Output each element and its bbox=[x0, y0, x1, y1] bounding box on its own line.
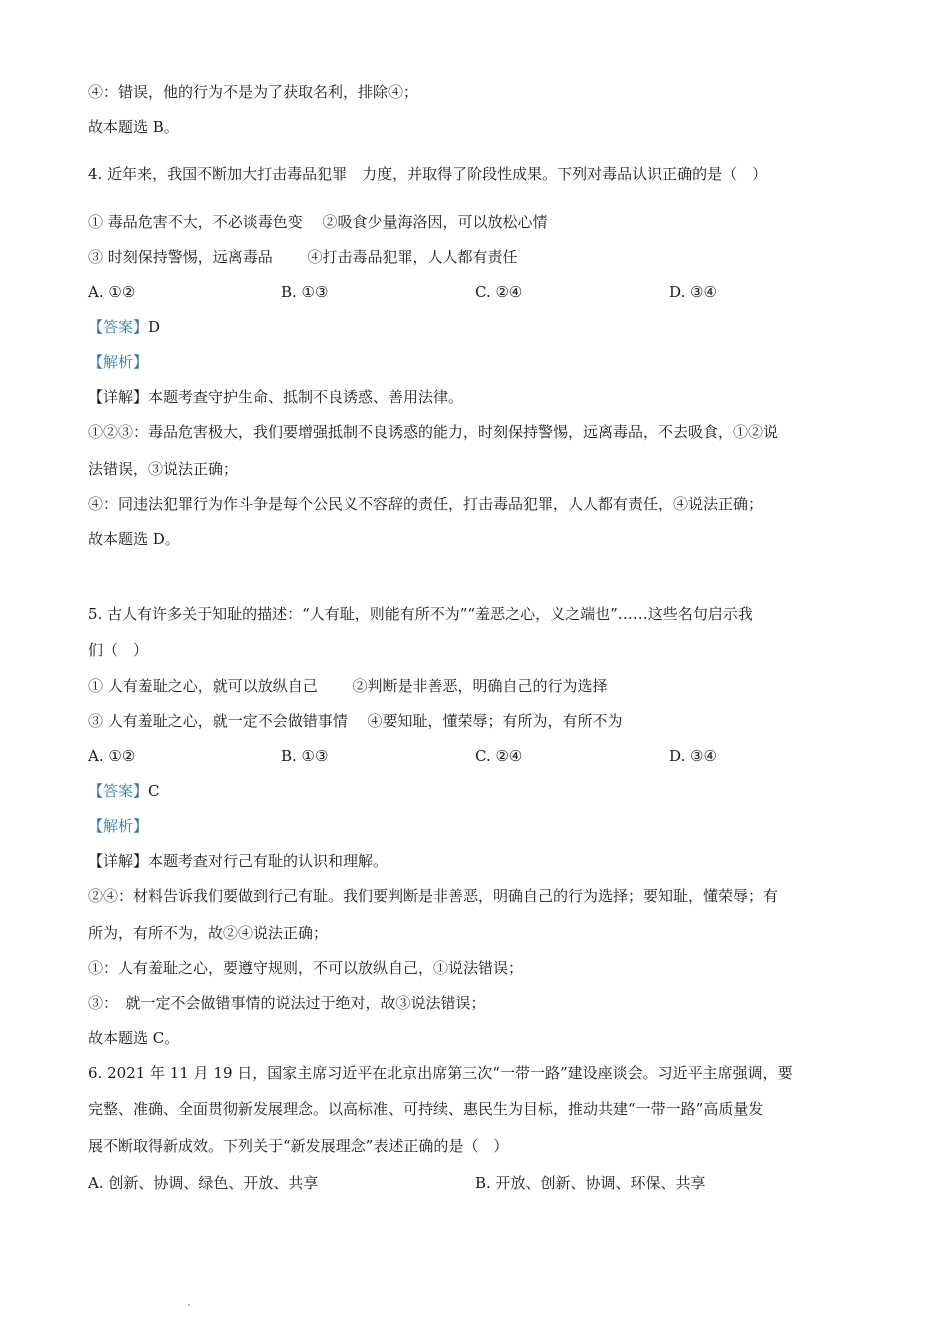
q5-choices-row-2: ③ 人有羞耻之心，就一定不会做错事情 ④要知耻，懂荣辱；有所为，有所不为 bbox=[88, 712, 623, 730]
q4-choices-row-2: ③ 时刻保持警惕，远离毒品 ④打击毒品犯罪，人人都有责任 bbox=[88, 248, 518, 266]
q5-choices-row-1: ① 人有羞耻之心，就可以放纵自己 ②判断是非善恶，明确自己的行为选择 bbox=[88, 677, 608, 695]
q5-explanation-1a: ②④：材料告诉我们要做到行己有耻。我们要判断是非善恶，明确自己的行为选择；要知耻，懂荣辱；有 bbox=[88, 887, 779, 905]
q4-explanation-1b: 法错误，③说法正确； bbox=[88, 460, 239, 478]
q4-option-a: A. ①② bbox=[88, 283, 136, 301]
q4-stem: 4. 近年来，我国不断加大打击毒品犯罪 力度，并取得了阶段性成果。下列对毒品认识正确的是（ ） bbox=[88, 165, 768, 183]
q4-conclusion: 故本题选 D。 bbox=[88, 530, 180, 548]
q5-option-a: A. ①② bbox=[88, 747, 136, 765]
q4-option-b: B. ①③ bbox=[281, 283, 329, 301]
q4-option-c: C. ②④ bbox=[475, 283, 523, 301]
q4-analysis-tag: 【解析】 bbox=[88, 353, 149, 371]
q5-explanation-3: ③： 就一定不会做错事情的说法过于绝对，故③说法错误； bbox=[88, 994, 486, 1012]
q5-option-d: D. ③④ bbox=[669, 747, 717, 765]
q5-conclusion: 故本题选 C。 bbox=[88, 1029, 180, 1047]
q4-choices-row-1: ① 毒品危害不大，不必谈毒色变 ②吸食少量海洛因，可以放松心情 bbox=[88, 213, 548, 231]
q6-option-b: B. 开放、创新、协调、环保、共享 bbox=[475, 1174, 706, 1192]
q6-stem-line-1: 6. 2021 年 11 月 19 日，国家主席习近平在北京出席第三次“一带一路”建设座谈会。习近平主席强调，要 bbox=[88, 1064, 793, 1082]
q5-analysis-tag: 【解析】 bbox=[88, 817, 149, 835]
q4-explanation-2: ④：同违法犯罪行为作斗争是每个公民义不容辞的责任，打击毒品犯罪，人人都有责任，④说法正确； bbox=[88, 495, 764, 513]
q5-explanation-2: ①：人有羞耻之心，要遵守规则，不可以放纵自己，①说法错误； bbox=[88, 959, 524, 977]
q5-stem-line-1: 5. 古人有许多关于知耻的描述：“人有耻，则能有所不为”“羞恶之心，义之端也”……这些名句启示我 bbox=[88, 605, 753, 623]
q6-stem-line-2: 完整、准确、全面贯彻新发展理念。以高标准、可持续、惠民生为目标，推动共建“一带一路”高质量发 bbox=[88, 1100, 764, 1118]
q6-stem-line-3: 展不断取得新成效。下列关于“新发展理念”表述正确的是（ ） bbox=[88, 1137, 509, 1155]
q4-answer-value: D bbox=[148, 318, 161, 336]
q4-answer-tag: 【答案】 bbox=[88, 318, 149, 336]
footer-mark bbox=[188, 1304, 190, 1306]
q4-explanation-1a: ①②③：毒品危害极大，我们要增强抵制不良诱惑的能力，时刻保持警惕，远离毒品，不去吸食，①②说 bbox=[88, 423, 779, 441]
q4-detail: 【详解】本题考查守护生命、抵制不良诱惑、善用法律。 bbox=[88, 388, 464, 406]
q6-option-a: A. 创新、协调、绿色、开放、共享 bbox=[88, 1174, 319, 1192]
q3-explanation-4: ④：错误，他的行为不是为了获取名利，排除④； bbox=[88, 83, 419, 101]
q5-answer-tag: 【答案】 bbox=[88, 782, 149, 800]
q4-answer bbox=[88, 317, 160, 337]
q5-answer-value: C bbox=[148, 782, 160, 800]
q5-option-b: B. ①③ bbox=[281, 747, 329, 765]
q5-option-c: C. ②④ bbox=[475, 747, 523, 765]
q3-conclusion: 故本题选 B。 bbox=[88, 118, 179, 136]
q4-option-d: D. ③④ bbox=[669, 283, 717, 301]
q5-answer bbox=[88, 781, 160, 801]
q5-detail: 【详解】本题考查对行己有耻的认识和理解。 bbox=[88, 852, 389, 870]
q5-explanation-1b: 所为，有所不为，故②④说法正确； bbox=[88, 924, 329, 942]
q5-stem-line-2: 们（ ） bbox=[88, 641, 149, 659]
